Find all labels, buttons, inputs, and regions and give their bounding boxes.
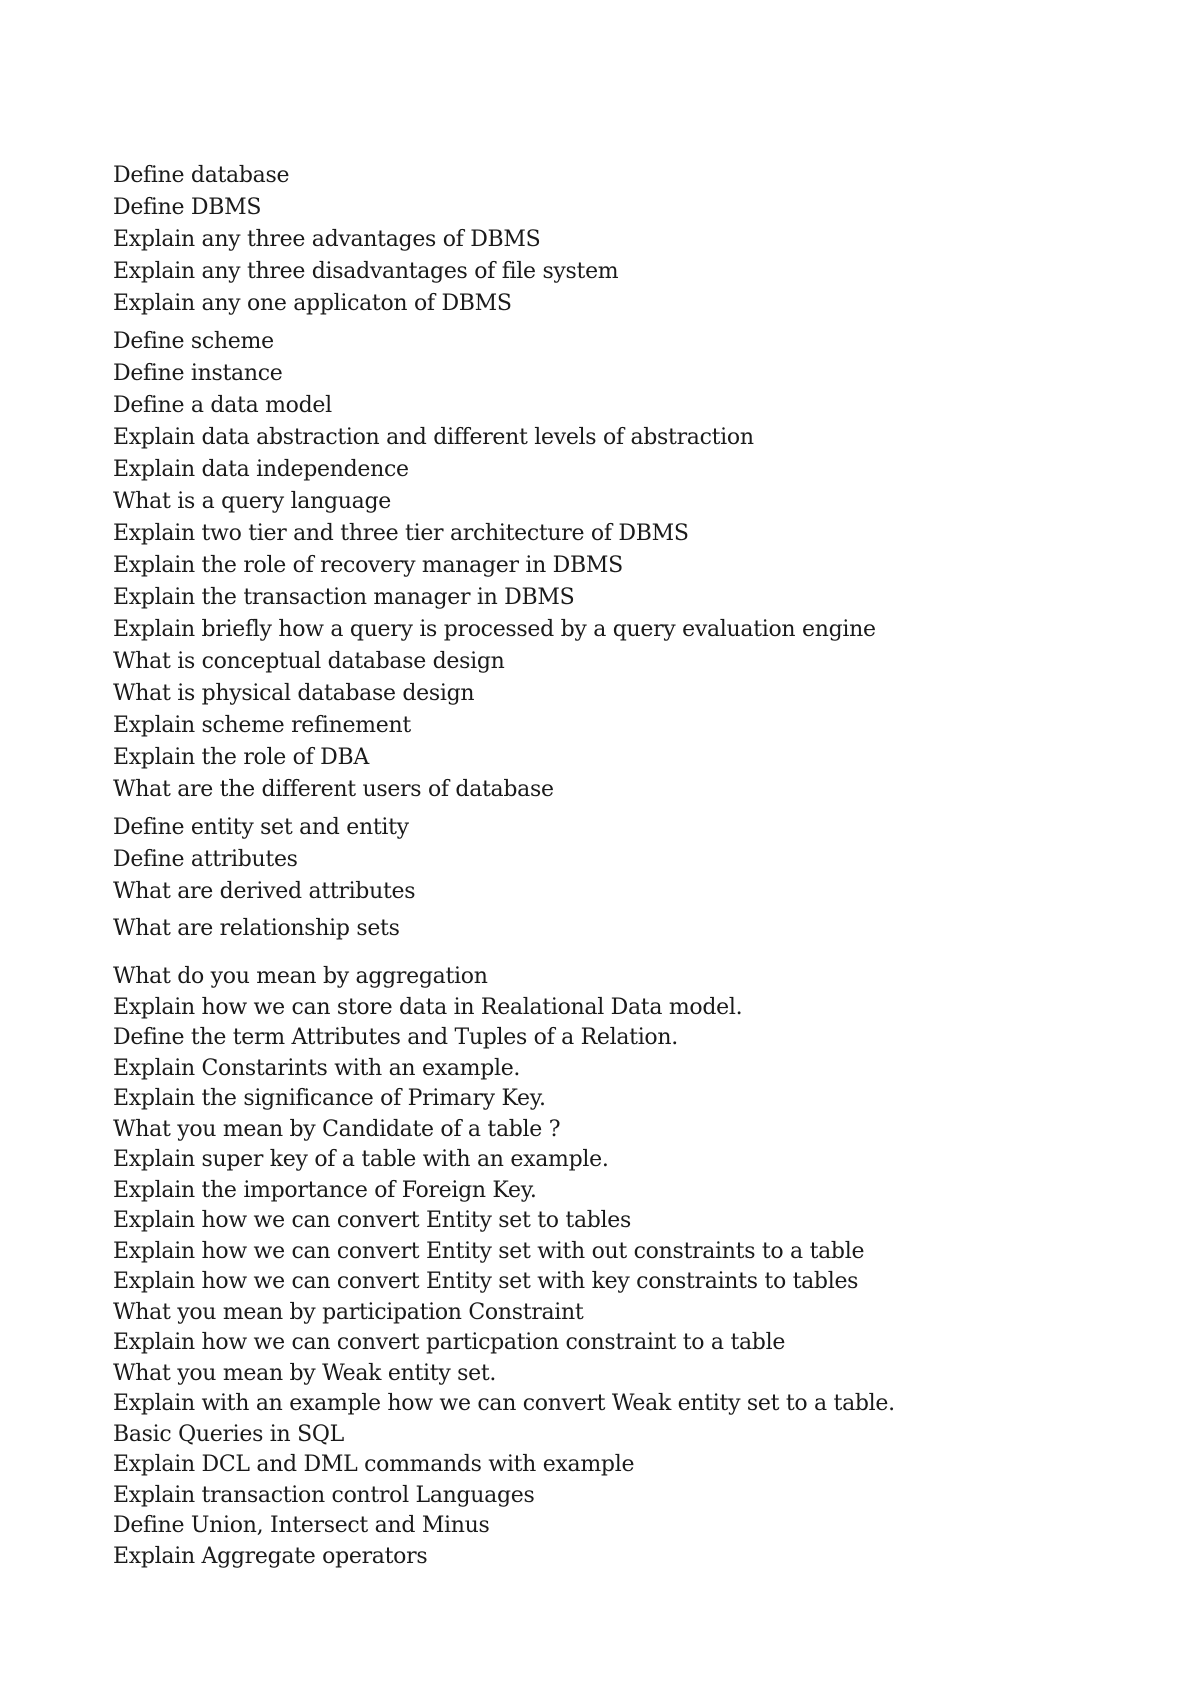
question-item: Define instance: [113, 361, 283, 386]
question-item: Explain any three disadvantages of file system: [113, 259, 619, 284]
question-list: [113, 160, 876, 945]
question-item: What is a query language: [113, 489, 391, 514]
question-item: What you mean by Candidate of a table ?: [113, 1116, 561, 1142]
question-item: Explain with an example how we can convert Weak entity set to a table.: [113, 1391, 895, 1416]
question-item: What is physical database design: [113, 681, 475, 706]
question-item: What you mean by Weak entity set.: [113, 1360, 497, 1386]
question-item: Explain super key of a table with an example.: [113, 1147, 609, 1172]
question-list-continued: [113, 962, 895, 1572]
question-item: Explain the significance of Primary Key.: [113, 1086, 546, 1111]
question-item: Explain briefly how a query is processed by a query evaluation engine: [113, 617, 876, 642]
question-item: Define DBMS: [113, 195, 262, 220]
question-item: What are relationship sets: [113, 916, 400, 941]
question-item: Explain scheme refinement: [113, 713, 411, 738]
question-item: Explain how we can convert Entity set with out constraints to a table: [113, 1238, 865, 1264]
question-item: What are derived attributes: [113, 879, 416, 904]
question-item: Define scheme: [113, 329, 274, 354]
question-item: Explain DCL and DML commands with example: [113, 1452, 635, 1477]
question-item: Explain Aggregate operators: [113, 1543, 428, 1569]
question-item: Explain how we can convert Entity set to tables: [113, 1208, 631, 1233]
question-item: Define the term Attributes and Tuples of a Relation.: [113, 1025, 678, 1050]
question-item: Define database: [113, 163, 290, 188]
question-item: Define entity set and entity: [113, 815, 409, 840]
question-item: Explain how we can convert particpation constraint to a table: [113, 1330, 786, 1355]
question-item: Explain how we can store data in Realational Data model.: [113, 994, 743, 1020]
question-item: Explain the role of recovery manager in DBMS: [113, 553, 623, 578]
question-item: Explain any three advantages of DBMS: [113, 227, 541, 252]
question-item: Explain the importance of Foreign Key.: [113, 1177, 537, 1203]
question-item: Explain how we can convert Entity set with key constraints to tables: [113, 1269, 859, 1294]
question-item: Define attributes: [113, 847, 298, 872]
question-item: Explain transaction control Languages: [113, 1482, 535, 1508]
question-item: Define a data model: [113, 393, 332, 418]
question-item: What is conceptual database design: [113, 649, 505, 674]
question-item: Basic Queries in SQL: [113, 1421, 344, 1447]
question-item: Explain the transaction manager in DBMS: [113, 585, 575, 610]
question-item: What do you mean by aggregation: [113, 964, 488, 989]
question-item: Explain Constarints with an example.: [113, 1055, 521, 1081]
question-item: What you mean by participation Constraint: [113, 1299, 584, 1325]
question-item: Explain any one applicaton of DBMS: [113, 291, 512, 316]
question-item: Explain data abstraction and different levels of abstraction: [113, 425, 754, 450]
question-item: Explain data independence: [113, 457, 409, 482]
question-item: What are the different users of database: [113, 777, 554, 802]
question-item: Define Union, Intersect and Minus: [113, 1513, 490, 1538]
question-item: Explain the role of DBA: [113, 745, 369, 770]
question-item: Explain two tier and three tier architecture of DBMS: [113, 521, 689, 546]
